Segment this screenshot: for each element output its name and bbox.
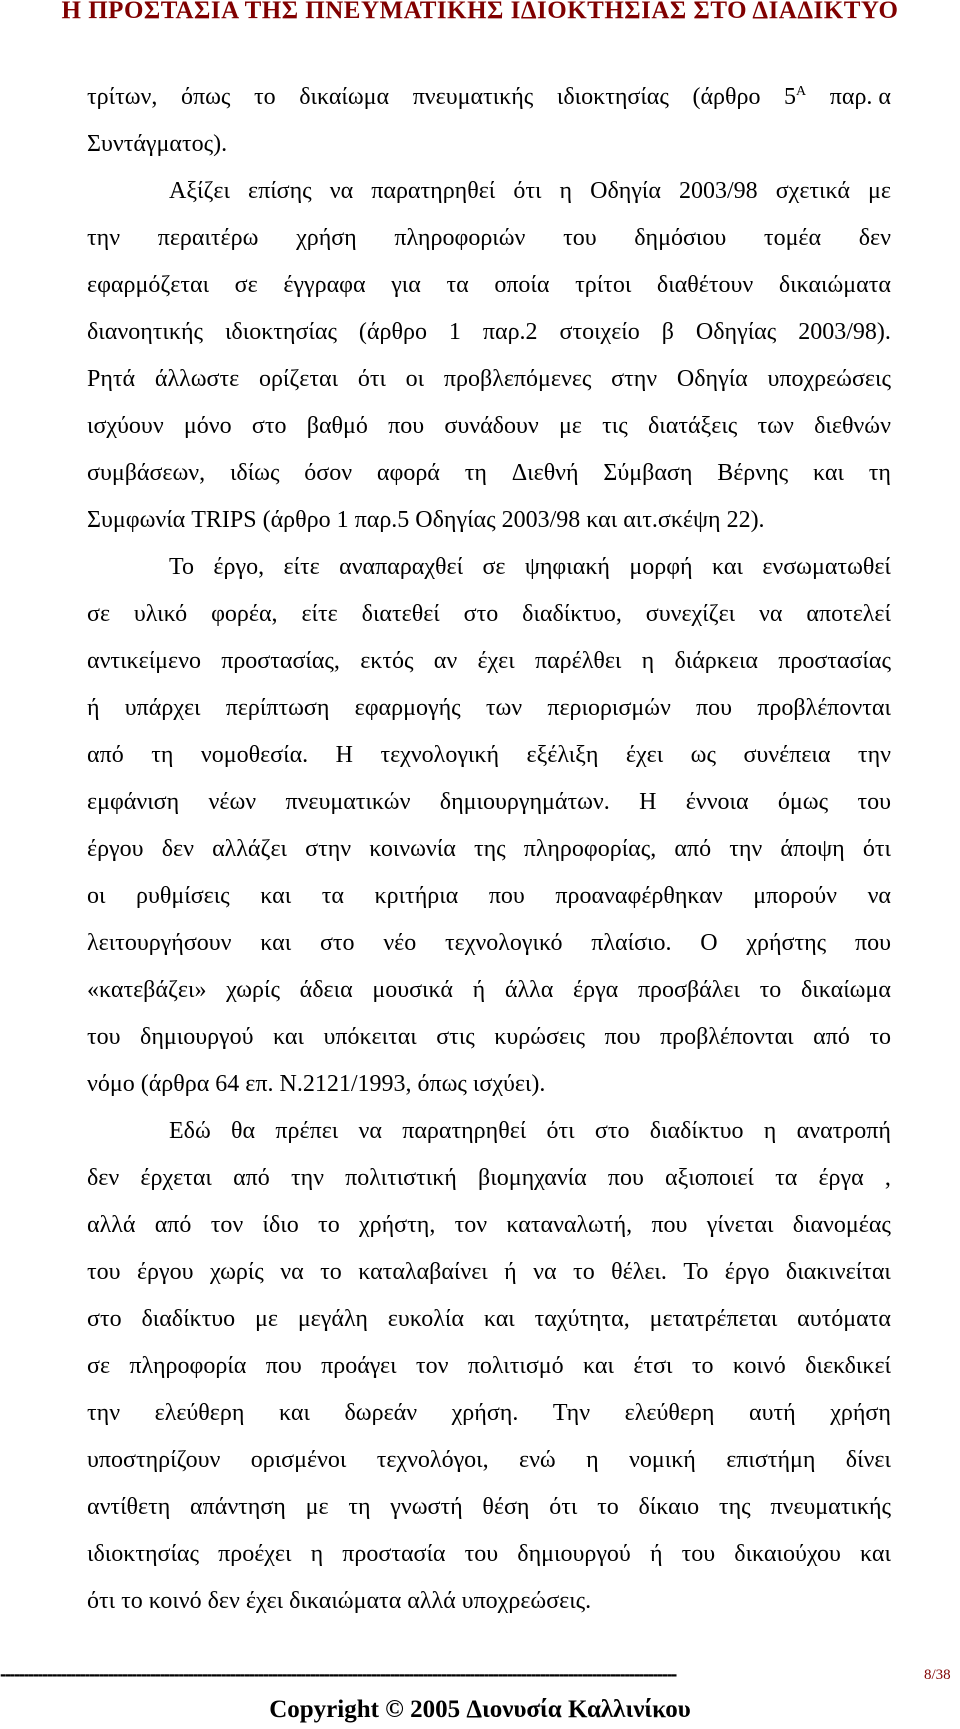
text-line: την ελεύθερη και δωρεάν χρήση. Την ελεύθερη αυτή χρήση (87, 1400, 891, 1426)
text-line: συμβάσεων, ιδίως όσον αφορά τη Διεθνή Σύμβαση Βέρνης και τη (87, 460, 891, 486)
article-reference: $5^A$ (784, 84, 807, 110)
text-line: εφαρμόζεται σε έγγραφα για τα οποία τρίτοι διαθέτουν δικαιώματα (87, 272, 891, 298)
text-line: ότι το κοινό δεν έχει δικαιώματα αλλά υποχρεώσεις. (87, 1588, 592, 1614)
text-line: Συντάγματος). (87, 131, 228, 157)
text-line: από τη νομοθεσία. Η τεχνολογική εξέλιξη έχει ως συνέπεια την (87, 742, 891, 768)
text-line: αλλά από τον ίδιο το χρήστη, τον καταναλωτή, που γίνεται διανομέας (87, 1212, 891, 1238)
text-line: αντικείμενο προστασίας, εκτός αν έχει παρέλθει η διάρκεια προστασίας (87, 648, 891, 674)
text-line: του δημιουργού και υπόκειται στις κυρώσεις που προβλέπονται από το (87, 1024, 891, 1050)
text-line: εμφάνιση νέων πνευματικών δημιουργημάτων. Η έννοια όμως του (87, 789, 891, 815)
text-line: νόμο (άρθρα 64 επ. Ν.2121/1993, όπως ισχύει). (87, 1071, 546, 1097)
text-line: έργου δεν αλλάζει στην κοινωνία της πληροφορίας, από την άποψη ότι (87, 836, 891, 862)
text-line: οι ρυθμίσεις και τα κριτήρια που προαναφέρθηκαν μπορούν να (87, 883, 891, 909)
text-line: διανοητικής ιδιοκτησίας (άρθρο 1 παρ.2 στοιχείο β Οδηγίας 2003/98). (87, 319, 891, 345)
document-body (87, 74, 891, 1625)
text-line: Συμφωνία TRIPS (άρθρο 1 παρ.5 Οδηγίας 2003/98 και αιτ.σκέψη 22). (87, 507, 765, 533)
text-line: Εδώ θα πρέπει να παρατηρηθεί ότι στο διαδίκτυο η ανατροπή (169, 1118, 891, 1144)
text-line: ισχύουν μόνο στο βαθμό που συνάδουν με τις διατάξεις των διεθνών (87, 413, 891, 439)
text-line: λειτουργήσουν και στο νέο τεχνολογικό πλαίσιο. Ο χρήστης που (87, 930, 891, 956)
text-line: σε υλικό φορέα, είτε διατεθεί στο διαδίκτυο, συνεχίζει να αποτελεί (87, 601, 891, 627)
text-line: υποστηρίζουν ορισμένοι τεχνολόγοι, ενώ η νομική επιστήμη δίνει (87, 1447, 891, 1473)
text-line: ή υπάρχει περίπτωση εφαρμογής των περιορισμών που προβλέπονται (87, 695, 891, 721)
text-line: αντίθετη απάντηση με τη γνωστή θέση ότι το δίκαιο της πνευματικής (87, 1494, 891, 1520)
text-line: Αξίζει επίσης να παρατηρηθεί ότι η Οδηγία 2003/98 σχετικά με (169, 178, 891, 204)
text-line: Το έργο, είτε αναπαραχθεί σε ψηφιακή μορφή και ενσωματωθεί (169, 554, 891, 580)
text-line: Ρητά άλλωστε ορίζεται ότι οι προβλεπόμενες στην Οδηγία υποχρεώσεις (87, 366, 891, 392)
text-line: σε πληροφορία που προάγει τον πολιτισμό και έτσι το κοινό διεκδικεί (87, 1353, 891, 1379)
running-header-title: Η ΠΡΟΣΤΑΣΙΑ ΤΗΣ ΠΝΕΥΜΑΤΙΚΗΣ ΙΔΙΟΚΤΗΣΙΑΣ ΣΤΟ ΔΙΑΔΙΚΤΥΟ (61, 0, 899, 22)
text-line: την περαιτέρω χρήση πληροφοριών του δημόσιου τομέα δεν (87, 225, 891, 251)
footer-copyright: Copyright © 2005 Διονυσία Καλλινίκου (269, 1696, 691, 1723)
text-line: «κατεβάζει» χωρίς άδεια μουσικά ή άλλα έργα προσβάλει το δικαίωμα (87, 977, 891, 1003)
text-line: δεν έρχεται από την πολιτιστική βιομηχανία που αξιοποιεί τα έργα , (87, 1165, 891, 1191)
text-line: στο διαδίκτυο με μεγάλη ευκολία και ταχύτητα, μετατρέπεται αυτόματα (87, 1306, 891, 1332)
footer-dashed-rule: ------------------------------------------------------------------------------------------------------------------------------------------------ (0, 1665, 676, 1683)
text-line: τρίτων, όπως το δικαίωμα πνευματικής ιδιοκτησίας (άρθρο $5^A$ παρ. α (87, 74, 891, 121)
text-line: ιδιοκτησίας προέχει η προστασία του δημιουργού ή του δικαιούχου και (87, 1541, 891, 1567)
page-number: 8/38 (924, 1667, 951, 1683)
text-line: του έργου χωρίς να το καταλαβαίνει ή να το θέλει. Το έργο διακινείται (87, 1259, 891, 1285)
